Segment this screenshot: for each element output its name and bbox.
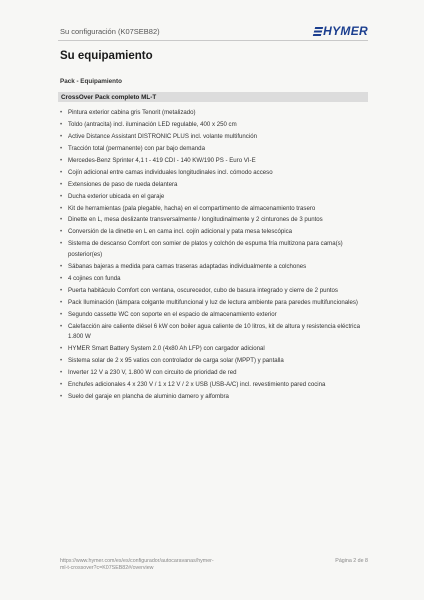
list-item: • Kit de herramientas (pala plegable, hacha) en el compartimento de almacenamiento trasero [60,204,372,215]
list-item: • Sistema de descanso Comfort con somier de platos y colchón de espuma fría multizona para cama(s) posterior(es) [60,239,372,260]
list-item: • Mercedes-Benz Sprinter 4,1 t - 419 CDI - 140 KW/190 PS - Euro VI-E [60,156,372,167]
page-header [60,24,368,38]
list-item: • Inverter 12 V a 230 V, 1.800 W con circuito de prioridad de red [60,368,372,379]
header-divider [58,40,368,41]
list-item: • Tracción total (permanente) con par bajo demanda [60,144,372,155]
list-item: • Puerta habitáculo Comfort con ventana, oscurecedor, cubo de basura integrado y cierre de 2 puntos [60,286,372,297]
configuration-title: Su configuración (K07SEB82) [60,27,160,36]
logo-text: HYMER [323,24,368,38]
page-number: Página 2 de 8 [335,558,368,564]
list-item: • Dinette en L, mesa deslizante transversalmente / longitudinalmente y 2 cinturones de 3 puntos [60,215,372,226]
pack-name-bar [58,92,368,102]
list-item: • Conversión de la dinette en L en cama incl. cojín adicional y pata mesa telescópica [60,227,372,238]
pack-heading: Pack - Equipamiento [60,78,122,85]
footer-url: https://www.hymer.com/es/es/configurador/autocaravanas/hymer-ml-t-crossover?c=K07SEB82#/overview [60,558,214,571]
list-item: • HYMER Smart Battery System 2.0 (4x80 Ah LFP) con cargador adicional [60,344,372,355]
list-item: • Extensiones de paso de rueda delantera [60,180,372,191]
list-item: • Segundo cassette WC con soporte en el espacio de almacenamiento exterior [60,310,372,321]
list-item: • Cojín adicional entre camas individuales longitudinales incl. cómodo acceso [60,168,372,179]
list-item: • Pack Iluminación (lámpara colgante multifuncional y luz de lectura ambiente para paredes multifuncionales) [60,298,372,309]
list-item: • 4 cojines con funda [60,274,372,285]
list-item: • Sistema solar de 2 x 95 vatios con controlador de carga solar (MPPT) y pantalla [60,356,372,367]
list-item: • Toldo (antracita) incl. iluminación LED regulable, 400 x 250 cm [60,120,372,131]
section-title: Su equipamiento [60,50,153,62]
list-item: • Suelo del garaje en plancha de aluminio damero y alfombra [60,392,372,403]
list-item: • Ducha exterior ubicada en el garaje [60,192,372,203]
logo-stripes-icon [313,27,323,36]
list-item: • Calefacción aire caliente diésel 6 kW con boiler agua caliente de 10 litros, kit de altura y resistencia eléctrica 1.800 W [60,322,372,343]
hymer-logo [314,24,368,38]
list-item: • Enchufes adicionales 4 x 230 V / 1 x 12 V / 2 x USB (USB-A/C) incl. revestimiento pared cocina [60,380,372,391]
list-item: • Pintura exterior cabina gris Tenorit (metalizado) [60,108,372,119]
pack-name: CrossOver Pack completo ML-T [61,93,157,101]
equipment-list [60,108,372,404]
list-item: • Active Distance Assistant DISTRONIC PLUS incl. volante multifunción [60,132,372,143]
list-item: • Sábanas bajeras a medida para camas traseras adaptadas individualmente a colchones [60,262,372,273]
